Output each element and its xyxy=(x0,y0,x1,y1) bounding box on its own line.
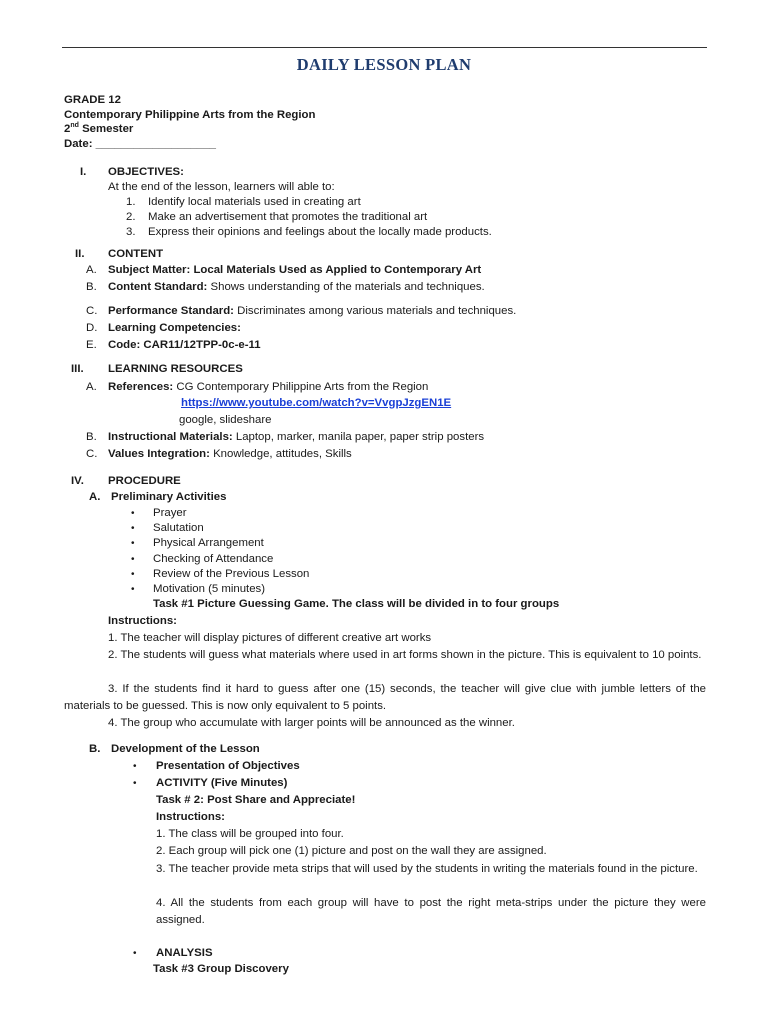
section-number: IV. xyxy=(71,475,84,487)
item-label: Code: CAR11/12TPP-0c-e-11 xyxy=(108,339,261,351)
list-letter: A. xyxy=(86,264,97,276)
bullet-icon: • xyxy=(131,584,135,595)
bullet-icon: • xyxy=(133,778,137,789)
section-heading-objectives: OBJECTIVES: xyxy=(108,166,184,178)
list-item: Review of the Previous Lesson xyxy=(153,568,310,580)
grade-line: GRADE 12 xyxy=(64,94,121,106)
item-label: Subject Matter: Local Materials Used as Applied to Contemporary Art xyxy=(108,264,482,276)
analysis-heading: ANALYSIS xyxy=(156,947,213,959)
section-number: I. xyxy=(80,166,87,178)
instruction-step: 4. All the students from each group will have to post the right meta-strips under the picture they were assigned. xyxy=(156,897,706,926)
materials-line xyxy=(108,430,484,445)
references-line xyxy=(108,380,428,395)
item-text: Discriminates among various materials and techniques. xyxy=(233,305,517,317)
subsection-heading-development: Development of the Lesson xyxy=(111,743,260,755)
subject-line: Contemporary Philippine Arts from the Region xyxy=(64,109,316,121)
list-letter: A. xyxy=(86,381,97,393)
list-letter: E. xyxy=(86,339,97,351)
instruction-step: 1. The class will be grouped into four. xyxy=(156,828,344,840)
list-item: Motivation (5 minutes) xyxy=(153,583,266,595)
semester-number: 2 xyxy=(64,123,71,135)
values-text: Knowledge, attitudes, Skills xyxy=(209,448,352,460)
bullet-icon: • xyxy=(133,948,137,959)
section-number: II. xyxy=(75,248,85,260)
section-heading-content: CONTENT xyxy=(108,248,164,260)
list-letter: B. xyxy=(89,743,101,755)
section-heading-procedure: PROCEDURE xyxy=(108,475,181,487)
semester-suffix: nd xyxy=(70,122,79,129)
date-line: Date: ___________________ xyxy=(64,138,217,150)
instruction-step xyxy=(64,681,706,715)
list-item: Prayer xyxy=(153,507,187,519)
task-2-title: Task # 2: Post Share and Appreciate! xyxy=(156,794,356,806)
list-item: Express their opinions and feelings about the locally made products. xyxy=(148,226,492,238)
task-1-title: Task #1 Picture Guessing Game. The class will be divided in to four groups xyxy=(153,598,560,610)
list-letter: C. xyxy=(86,305,98,317)
list-letter: B. xyxy=(86,281,97,293)
list-letter: B. xyxy=(86,431,97,443)
instruction-step: 3. The teacher provide meta strips that will used by the students in writing the materials found in the picture. xyxy=(156,863,698,875)
list-number: 2. xyxy=(126,211,136,223)
task-3-title: Task #3 Group Discovery xyxy=(153,963,289,975)
objectives-intro: At the end of the lesson, learners will able to: xyxy=(108,181,335,193)
instructions-label: Instructions: xyxy=(156,811,225,823)
bullet-icon: • xyxy=(131,508,135,519)
item-label: Content Standard: xyxy=(108,281,208,293)
step-text: 2. The students will guess what materials where used in art forms shown in the picture. This is equivalent to 10 points. xyxy=(108,649,702,661)
list-item: Identify local materials used in creating art xyxy=(148,196,361,208)
semester-text: Semester xyxy=(78,123,134,135)
bullet-icon: • xyxy=(131,569,135,580)
list-number: 1. xyxy=(126,196,136,208)
list-item: Physical Arrangement xyxy=(153,537,264,549)
section-heading-resources: LEARNING RESOURCES xyxy=(108,363,243,375)
page-title: DAILY LESSON PLAN xyxy=(296,55,472,74)
list-item xyxy=(108,321,241,336)
instruction-step xyxy=(64,647,706,664)
semester-line xyxy=(64,122,133,137)
list-item xyxy=(108,280,485,295)
bullet-icon: • xyxy=(131,554,135,565)
list-letter: A. xyxy=(89,491,101,503)
instructions-label: Instructions: xyxy=(108,615,177,627)
list-item xyxy=(108,304,516,319)
list-letter: D. xyxy=(86,322,98,334)
values-line xyxy=(108,447,352,462)
subsection-heading-preliminary: Preliminary Activities xyxy=(111,491,227,503)
item-text: Shows understanding of the materials and techniques. xyxy=(207,281,485,293)
other-references: google, slideshare xyxy=(179,414,272,426)
instruction-step: 1. The teacher will display pictures of different creative art works xyxy=(108,632,432,644)
link-text[interactable]: https://www.youtube.com/watch?v=VvgpJzgEN1E xyxy=(181,397,452,409)
bullet-icon: • xyxy=(131,523,135,534)
bullet-icon: • xyxy=(133,761,137,772)
youtube-link[interactable] xyxy=(181,396,451,411)
instruction-step: 4. The group who accumulate with larger points will be announced as the winner. xyxy=(108,717,515,729)
list-letter: C. xyxy=(86,448,98,460)
list-number: 3. xyxy=(126,226,136,238)
list-item xyxy=(108,338,261,353)
section-number: III. xyxy=(71,363,84,375)
list-item: Make an advertisement that promotes the traditional art xyxy=(148,211,428,223)
materials-label: Instructional Materials: xyxy=(108,431,233,443)
list-item: Checking of Attendance xyxy=(153,553,274,565)
list-item: Salutation xyxy=(153,522,204,534)
list-item xyxy=(108,263,481,278)
bullet-icon: • xyxy=(131,538,135,549)
instruction-step: 2. Each group will pick one (1) picture and post on the wall they are assigned. xyxy=(156,845,547,857)
materials-text: Laptop, marker, manila paper, paper strip posters xyxy=(232,431,485,443)
step-text: 3. If the students find it hard to guess after one (15) seconds, the teacher will give clue with jumble letters of the materials to be guessed. This is now only equivalent to 5 points. xyxy=(64,683,706,712)
values-label: Values Integration: xyxy=(108,448,210,460)
item-label: Learning Competencies: xyxy=(108,322,241,334)
list-item: ACTIVITY (Five Minutes) xyxy=(156,777,288,789)
top-rule xyxy=(62,47,707,48)
references-label: References: xyxy=(108,381,174,393)
list-item: Presentation of Objectives xyxy=(156,760,300,772)
references-text: CG Contemporary Philippine Arts from the Region xyxy=(173,381,429,393)
item-label: Performance Standard: xyxy=(108,305,234,317)
